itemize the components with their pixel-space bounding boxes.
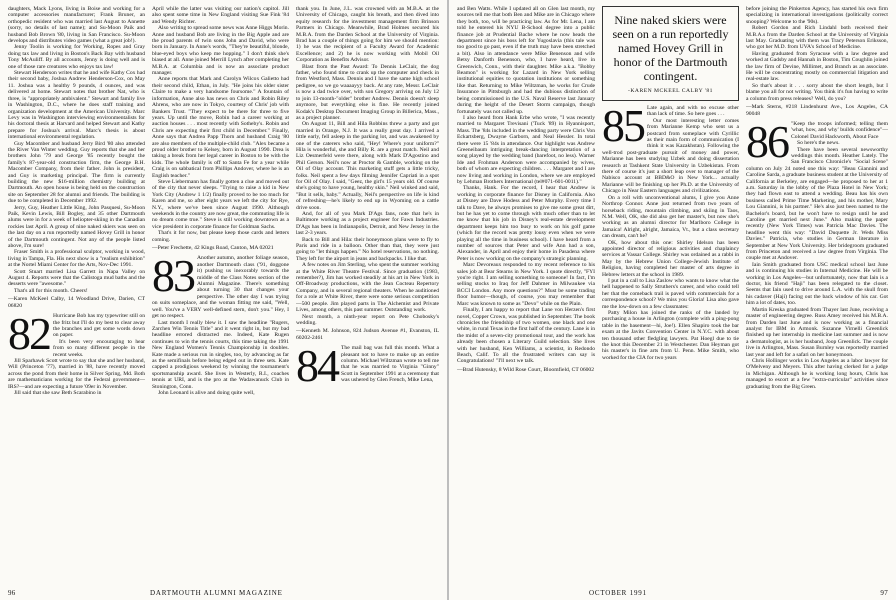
class-year-number: 83 — [152, 250, 194, 302]
paragraph: Guy Macomber and husband Jerry Bird '80 also attended the River Van Winter wedding. Guy reports that she and her brothers John '79 and George '85 recently bought the family's 87-year-old construction firm, the George B.H. Macomber Company, from their father. John is president, and Guy is marketing principal. The firm is currently building the new $16-million chemistry building at Dartmouth. An open house is being held on the construction site on September 28 for alumni and friends. The building is due to be completed in December 1992. — [8, 140, 145, 205]
paragraph: There have been several newsworthy weddings this month. Heather Lately. The San Francisco Chronicle's "Social Scene" column on July 24 noted one this way: "Beau Giannini and Caroline Sarda, a graduate business student at the University of California at Berkeley, are engaged—he proposed to her at 1 a.m. Saturday in the lobby of the Plaza Hotel in New York; they had flown east to attend a wedding. Beau has his own business called Prime Time Marketing, and his mother, Mary Lou Giannini, is his partner." He's also just been named to the Bachelor's board, but he won't have to resign until he and Caroline get married next June." Also making the paper recently (New York Times) was Patricia Mac Davies. The headline went this way: "David Duquette Jr. Weds Miss Davies." Patricia, who studies in German literature in September at New York University. Her bridegroom graduated from Princeton and received a law degree from Virginia. The couple met at Andover. — [746, 146, 888, 262]
paragraph: Patty Milon has joined the ranks of the landed by purchasing a house in Arlington (complete with a ping-pong table in the basement—hi, Joe!). Ellen Shapiro took the bar exam at the Javits Convention Center in N.Y.C. with about ten thousand other fledgling lawyers. Pat Hoegl due to tie the knot this December 21 in Westchester. Dan Heyman got his master's in fine arts from U. Penn. Mike Smith, who worked for the CIA for two years — [602, 310, 739, 361]
paragraph: The mail bag was full this month. What a pleasant not to have to make up an entire column. Michael Wiltzman wrote to tell me that he was married to Virginia "Ginny" Scott in September 1991 at a ceremony that was ushered by Glen French, Mike Lena, — [341, 345, 439, 384]
paragraph: Jerry, Guy, Heather Little King, John Pasquesi, Su-Moon Paik, Kevin Lewis, Bill Bogley, and 35 other Dartmouth alums were in for a week of heliopter-skiing in the Canadian rockies last April. A group of nine naked skiers was seen on the last day on a run reportedly named Hovey Grill in honor of the Dartmouth contingent. Not any of the people listed above, I'm sure! — [8, 204, 145, 250]
paragraph: Marc Devoreaux responded to my recent reference to his sales job at Bear Stearns in New York. I quote directly, "FYI you're right. I am selling something to someone! In fact, I'm selling stocks to Iraq for Jeff Dahmer in Milwaukee via BCCI London. Any more questions?" Must be some trading floor humor—though, of course, you may remember that Marc was known to some as "Devo" while on the Plain. — [457, 262, 595, 307]
paragraph: daughters, Mack Lyons, living in Boise and working for a computer accessories manufacturer; Frank Bruner, an orthopedic resident who was married last August to Annette (sorry, no details of last name); and Su-Moon Paik and husband Bob Brown '80, living in San Francisco. Su-Moon develops and distributes video games (what a great job!). — [8, 6, 145, 45]
paragraph: Scott Stuart married Lisa Garrett in Napa Valley on August 4. Reports were that the Calistoga mud baths and the desserts were "awesome." — [8, 268, 145, 288]
paragraph: So here's the news. — [797, 140, 840, 147]
paragraph: Blast from the Past Award: To Dennis LeClair, the dog father, who found time to crank up the computer and check in from Westford, Mass. Dennis and I have the same high school pedigree, so we go waaaayyy back. At any rate, Messr. LeClair is now a dad twice over, with son Gregory arriving on July 12 to join 13-month-"older" brother Andrew. Dennis doesn't sleep anymore, but everything else is fine. He recently joined Kodak's Desktop Document Imaging Group in Billerica, Mass., as a project planner. — [296, 63, 439, 121]
paragraph: Thanks, Hank. For the record, I hear that Andrew is working in corporate finance for Disney in California. Also at Disney are Dave Hodess and Peter Murphy. Every time I talk to Dave, he always promises to give me some great dirt, but he has yet to come through with much other than to let me know that his job in Disney's real-estate development department keeps him too busy to work on his golf game (which for the record was pretty lousy even when we were playing all the time in business school). I have heard from a number of sources that Peter and wife Ann had a son, Alexander, in April and enjoy their home in Pasadena where Peter is now working on the company's strategic planning. — [457, 185, 595, 262]
paragraph: thank you. In June, J.L. was crowned with an M.B.A. at the University of Chicago, caught his breath, and then dived into equity research for the investment management firm Brinson Partners in Chicago. Meanwhile, Brad Holmes secured his M.B.A. from the Darden School at the University of Virginia. Brad has a couple of things going for him we should mention: 1) he was the recipient of a Faculty Award for Academic Excellence; and 2) he is now working with Mobil Oil Corporation as Benefits Advisor. — [296, 6, 439, 64]
right-page — [449, 0, 896, 600]
paragraph: Stewart Henderson writes that he and wife Kathy Cox had their second baby, Joshua Andrew Henderson-Cox, on May 11. Joshua was a healthy 9 pounds, 4 ounces, and was delivered at home. Stewart notes that brother Nat, who is three, is "appropriately ambivalent." Stewart and family live in Washington, D.C., where he does staff training and organization development at the American University. Marc Levy was in Washington interviewing environmentalists for his doctoral thesis at Harvard and helped Stewart and Kathy prepare for Joshua's arrival. Marc's thesis is about international environmental regulation. — [8, 70, 145, 141]
paragraph: Martin Kreska graduated from Thayer last June, receiving a master of engineering degree. Russ Amey received his M.B.A. from Darden last June and is now working as a financial analyst for IBM in Armonk. Suzanne Virnelli Greenlick finished up her internship in medicine last summer and is now a dermatologist, as is her husband, Joop Greenlick. The couple live in Arlington, Mass. Susan Burnley was reportedly married last year and left for a safari on her honeymoon. — [746, 306, 888, 358]
paragraph: Jill said that she saw Beth Scarabino in — [14, 389, 102, 396]
paragraph: On a roll with unconventional alums, I give you Anne Northrop Connor. Anne just returned from two years of horseback riding, mountain climbing, and skiing in Taos, N.M. Well, OK, she did also get her master's, but now she's working as an alumni director for Marlboro College in Jamaica! Alright, alright, Jamaica, Vt., but a class secretary can dream, can't he? — [602, 194, 739, 240]
right-column-2 — [602, 6, 739, 580]
issue-date: OCTOBER 1991 — [589, 589, 647, 597]
paragraph: Jenny Toolin is working for Working, Ropes and Gray doing tax law and living in Boston's Back Bay with husband Tony McAuliff. By all accounts, Jenny is doing well and is one of those rare creatures who enjoys tax law! — [8, 44, 145, 70]
paragraph: Hurricane Bob has my typewriter still on the fritz but I'll do my best to clear away the branches and get some words down on paper. — [53, 313, 145, 339]
left-column-1 — [8, 6, 145, 580]
paragraph: Also writing to spread some news was Anne Higgs Morin. Anne and husband Bob are living in the Big Apple and are the proud parents of twin sons John and David, who were born in January. In Anne's words, "They're beautiful, blonde, blue-eyed boys who keep me hopping." I don't think she's biased at all. Anne joined Merrill Lynch after completing her M.B.A. at Columbia and is now an associate product manager. — [152, 25, 289, 77]
paragraph: "Keep the troops informed; telling them 'what, how, and why' builds confidence"—Colonel David Hackworth, About Face — [791, 120, 888, 140]
magazine-title: DARTMOUTH ALUMNI MAGAZINE — [150, 589, 283, 597]
left-page — [0, 0, 447, 600]
class-year-number: 82 — [8, 308, 50, 360]
paragraph: Finally, I am happy to report that Lane von Herzen's first novel, Copper Crown, was published in September. The book chronicles the friendship of two women, one black and one white, in rural Texas in the first half of the century. Lane is in the midst of a seven-city promotional tour, and the work has already been chosen a Literary Guild selection. She lives with her husband, Ken Williams, a scientist, in Redondo Beach, Calif. To all the frustrated writers can say is Congratulations! "I'll next we talk. — [457, 307, 595, 365]
class-secretary-signature: —Karen McKeel Calby, 14 Woodland Drive, Darien, CT 06820 — [8, 296, 145, 309]
paragraph: Chris Hollinger works in Los Angeles as a labor lawyer for O'Melveny and Meyers. This after having clerked for a judge in Michigan. Although he is working long hours, Chris has managed to escort at a few "extra-curricular" activities since graduating from the Big Green. — [746, 357, 888, 390]
paragraph: Late again, and with no excuse other than lack of time. So here goes . . . — [647, 105, 739, 118]
class-year-number: 86 — [746, 115, 788, 167]
pull-quote — [602, 6, 739, 101]
left-column-2 — [152, 6, 289, 580]
paragraph: A few notes on Jim Sterling, who spent the summer working at the White River Theatre Festival. Since graduation (1983, remember?), Jim has worked steadily at his art in New York in Off-Broadway productions, with the Jean Cocteau Repertory Company, and in several regional theaters. When he auditioned for a role at White River, there were some serious competition—500 people. Jim played parts in The Alchemist and Private Lives, among others, this past summer. Outstanding work. — [296, 262, 439, 314]
paragraph: Last month I really blew it. I saw the headline "Rugers, Zarchen Win Tennis Title" and it went right in, but my bad headline errored distracted me. Indeed, Kate Rugen continues to win the tennis courts, this time taking the 1991 New England Women's Tennis Championship in doubles. Kate made a serious run in singles, too, by advancing as far as the semifinals before being edged out in three sets. Kate capped a prodigious weekend by winning the tournament's sportsmanship award. She lives in Westerly, R.I., coaches tennis at URI, and is the pro at the Wadawanuck Club in Stonington, Conn. — [152, 319, 289, 390]
paragraph: OK, how about this one: Shirley Idelson has been appointed director of religious activities and chaplaincy services at Vassar College. Shirley was ordained as a rabbi in May by the Hebrew Union College-Jewish Institute of Religion, having completed her master of arts degree in Hebrew letters at the school in 1989. — [602, 239, 739, 278]
paragraph: Back to Bill and Hila: their honeymoon plans were to fly to Paris and ride in a balloon. Other than that, they were just going to "let things happen." No hotel reservations, no nothing. They left for the airport in jeans and backpacks. I like that. — [296, 236, 439, 262]
paragraph: I also heard from Hank Erbe who wrote, "I was recently married to Margaret Trevisani ('Tuck '89) in Hyannisport, Mass. The '84s included in the wedding party were Chris Von Eckartsberg, Dwayne Garborn, and Neal Hessler. In total there were 15 '84s in attendance. Our highlight was Andrew Greeneibaum intriguing break-dancing interpretation of a song played by the wedding band (barefoot, no less). Warner Ide and Frohman Anderson were accompanied by wives, both of whom are expecting children. . . . Margaret and I are now living and working in London, where we are employed by Lehman Brothers International (tel#071-601-0011)." — [457, 114, 595, 185]
paragraph: Having graduated from Syracuse with a law degree and worked at Gadsby and Hannah in Boston, Tim Coughlin joined the law firm of Devine, Millimet, and Branch as an associate. He will be concentrating mostly on commercial litigation and real-estate law. — [746, 50, 888, 83]
right-column-1 — [457, 6, 595, 580]
right-column-3 — [746, 6, 888, 580]
pull-quote-text: Nine naked skiers were seen on a run reportedly named Hovey Grill in honor of the Dartmouth contingent. — [612, 13, 729, 83]
page-number: 97 — [880, 589, 888, 597]
paragraph: Our most interesting letter comes from Marianne Kemp who sent us a postcard from someplace with Cyrillic as their main form of communication (I think it was Kazakhstan). Following the well-trod post-graduate pursuit of money and power, Marianne has been studying Uzbek and doing dissertation research at Tashkent State University in Uzbekistan. From there of course it's just a short leap over to manager of the Nabisco account at BBD&O in New York... actually Marianne will be finishing up her Ph.D. at the University of Chicago in Near Eastern languages and civilizations. — [602, 117, 739, 195]
class-year-number: 85 — [602, 100, 644, 151]
paragraph: Jill Sparhawk Scott wrote to say that she and her husband, Will (Princeton '77), married in '88, have recently moved across the pond from their home in Silver Spring, Md. Both are mathematicians working for the Federal government—IRS?—and are expecting a future '09er in November. — [8, 357, 145, 390]
paragraph: April while the latter was visiting our nation's capitol. Jill also spent some time in New England visiting Sue Fink '84 and Wendy Richter. — [152, 6, 289, 25]
pull-quote-credit: -KAREN MCKEEL CALBY '81 — [628, 88, 713, 94]
paragraph: Another autumn, another foliage season, another Dartmouth class ('91, doggone it) pushing us inexorably towards the middle of the Class Notes section of the Alumni Magazine. There's something about turning 30 that changes your perspective. The other day I was trying on suits someplace, and the woman fitting me said, "Well, well. You've a VERY well-defined stern, don't you." Hey, I get no respect. — [152, 255, 289, 320]
paragraph: Iain Smith graduated from USC medical school last June and is continuing his studies in Internal Medicine. He will be working in Los Angeles—but unfortunately, now that Iain is a doctor, his friend "Haji" has been relegated to the closet. Seems that Iain used to drive around L.A. with the skull from his cadaver (Haji) facing out the back window of his car. Got him a lot of dates, too. — [746, 261, 888, 307]
class-secretary-signature: —Brad Hutensky, 8 Wild Rose Court, Bloomfield, CT 06002 — [457, 366, 595, 373]
paragraph: Next month, a ninth-year report on Pete Chobosky's wedding. — [296, 313, 439, 326]
page-number: 96 — [8, 589, 16, 597]
paragraph: before joining the Pinkerton Agency, has started his own firm specializing in international investigations (politically correct snooping? Welcome to the '90s). — [746, 6, 888, 25]
paragraph: John Leonard is alive and doing quite well, — [158, 389, 255, 396]
paragraph: On August 11, Bill and Hila Robbins threw a party and got married in Orange, N.J. It was a really great day. I arrived a little early, fell asleep in the parking lot, and was awakened by one of the caterers who said, "Hey! Where's your uniform?" Hila is wonderful, she and Billy R. are a great match. Neil and Liz Oesmerfeld were there, along with Mark D'Agostino and Phil Gerson. Neil's now at Proctor & Gamble, working on the Oil of Olay account. This marketing stuff gets a little tricky, folks. Neil spent a few days filming Jennifer Capriati in a spot for Oil of Olay. I said, "Geez, the girl's 15 years old. Of course she's going to have young, healthy skin." Neil winked and said, "But it sells, baby." Actually, Neil's perspective on life is kind of refreshing—he's likely to end up in Wyoming on a cattle drive soon. — [296, 121, 439, 211]
left-column-3 — [296, 6, 439, 580]
paragraph: I put in a call to Lisa Zaslow who wants to know what the hell happened to Sally Struthers's career, and who could tell her that the comeback trail is paved with commercials for a correspondence school? We miss you Gloria! Lisa also gave me the low-down on a few classmates: — [602, 277, 739, 310]
paragraph: That's it for now, but please keep those cards and letters coming. — [152, 230, 289, 243]
paragraph: Fraser Smith is a professional sculptor, working in wood, living in Tampa, Fla. His next show is a "realism exhibition" at the Nortel Miami Center for the Arts, Nov-Dec 1991. — [8, 249, 145, 269]
paragraph: Anne reports that Mark and Carolyn Wilcox Galietto had their second child, Ethan, in July. "He joins his older sister Claire to make a very handsome foursome." A fountain of information, Anne also has news on Chris and Robin Riley Ahrens, who are now in Tokyo, courtesy of Chris' job with Bankers Trust. "They expect to be there for three to five years. Up until the move, Robin had a career working at auction houses . . . most recently with Sotheby's. Robin and Chris are expecting their first child in December." Finally, Anne says that Andrea Papp Thorn and husband Craig '80 are also members of the multiple-child club. "Alex became a proud older brother to Kelsey, born in August 1990. Drea is taking a break from her legal career in Boston to be with the kids. The whole family is off to Santa Fe for a year while Craig is on sabbatical from Phillips Andover, where he is an English teacher." — [152, 76, 289, 179]
paragraph: So that's about it . . . sorry about the short length, but I blame you all for not writing. You think it's fun having to write a column from press releases? Well, do you? — [746, 82, 888, 102]
paragraph: Steve Liebermann has finally gotten a clue and moved out of the city that never sleeps. "Trying to raise a kid in New York City (Andrew 1 1/2) finally proved to be too much for Karen and me, so after eight years we left the city for Rye, N.Y., where we've been since August 1990. Although weekends in the country are now great, the commuting life is no dream come true." Steve is still working downtown as a vice president in corporate finance for Goldman Sachs. — [152, 178, 289, 230]
paragraph: It's been very encouraging to hear from so many different people in the recent weeks. — [53, 338, 145, 358]
paragraph: and Ben Watts. While I updated all on Glen last month, my sources tell me that both Ben and Mike are in Chicago where they both, too, will be practicing law. As for Mr. Lena, I am told he entered his NYU B-School degree into a public finance job at Prudential Bache where he now heads the department since his boss left for Yugoslavia (this tale was too good to go past, even if the truth may have been stretched a bit). Also in attendance were Mike Benenson and wife Betsy Danforth Benenson, who, I have heard, live in Greenwich, Conn., with their daughter. Mike a.k.a. "Bobby Beamon" is working for Lazard in New York selling institutional equities to quotation institutions or something like that. Returning to Mike Wiltzman, he works for Crude Insurance in Pittsburgh and had the dubious distinction of being commissioned in the U.S. Naval Reserve last January during the height of the Desert Storm campaign, though fortunately was not called up. — [457, 6, 595, 115]
class-year-number: 84 — [296, 340, 338, 392]
class-secretary-signature: —Kenneth M. Johnson, 824 Judson Avenue #1, Evanston, IL 60202-2461 — [296, 328, 439, 341]
class-secretary-signature: —Peter Frechette, 42 Kings Road, Canton, MA 02021 — [152, 245, 274, 252]
paragraph: Robert Gordon and Rich Lindahl both received their M.B.A.s from the Darden School at the University of Virginia last May. Graduating with them was Tracy Peterson Eriksson, who got her M.D. from UVA's School of Medicine. — [746, 25, 888, 51]
paragraph: And, for all of you Mark D'Ags fans, note that he's in Baltimore working as a project engineer for Fawn Industries. D'Ags has been in Indianapolis, Detroit, and New Jersey in the last 2-3 years. — [296, 211, 439, 237]
class-secretary-signature: —Mark Sterns, #218 Lindenhurst Ave., Los Angeles, CA 90048 — [746, 104, 888, 117]
paragraph: That's all for this month. Cheers! — [14, 287, 88, 294]
